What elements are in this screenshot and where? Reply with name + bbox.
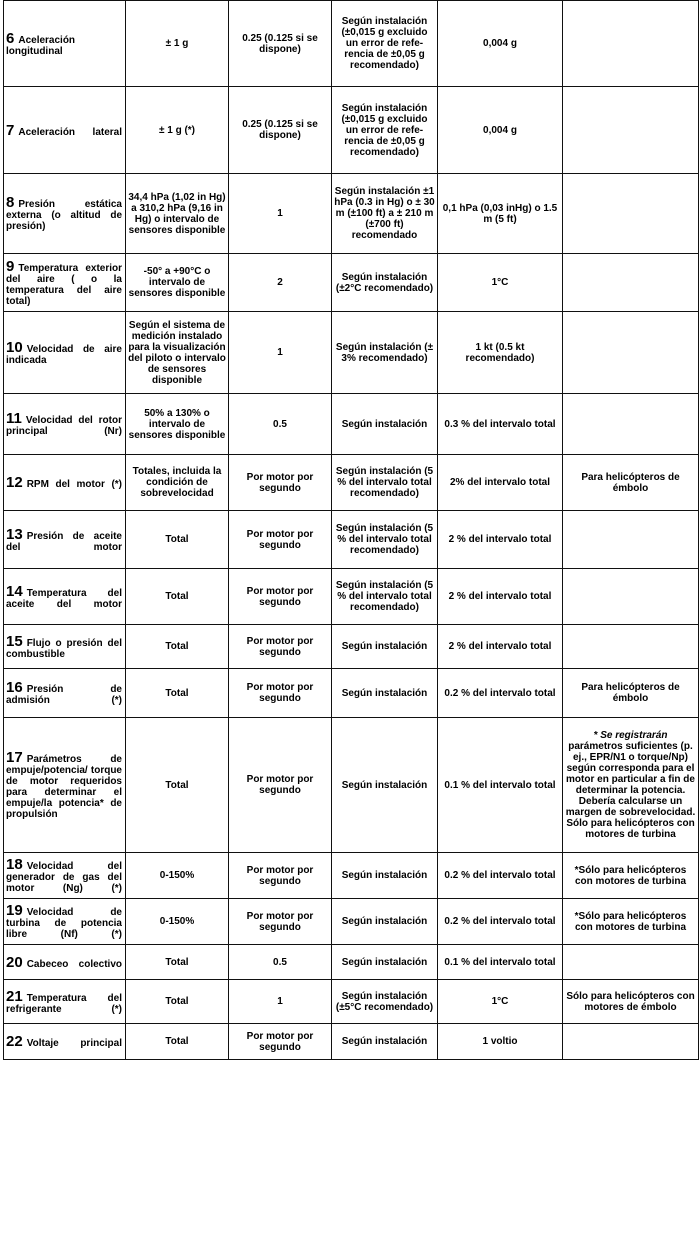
parameter-cell [4,625,126,669]
table-row [4,455,699,511]
range-cell: Totales, incluida la condición de sobrevelocidad [126,455,229,511]
parameter-name: Velocidad de aire indicada [6,343,122,366]
parameter-name: Velocidad del rotor principal (Nr) [6,415,122,437]
resolution-cell: 2 % del intervalo total [438,625,563,669]
remarks-text: Para helicópteros de émbolo [581,682,680,704]
accuracy-cell: Según instalación [332,669,438,718]
remarks-italic-text: * Se registrarán [593,730,668,741]
parameter-name: Cabeceo colectivo [26,958,122,970]
parameter-number: 18 [6,856,23,873]
table-row [4,87,699,174]
remarks-cell [563,87,699,174]
parameter-number: 13 [6,525,23,543]
accuracy-cell: Según instalación (± 3% recomendado) [332,312,438,394]
table-row [4,1,699,87]
table-row [4,569,699,625]
recording-interval-cell: 0.25 (0.125 si se dispone) [229,1,332,87]
resolution-cell: 0,004 g [438,1,563,87]
recording-interval-cell: 0.25 (0.125 si se dispone) [229,87,332,174]
range-cell: 0-150% [126,899,229,945]
resolution-cell: 1 voltio [438,1024,563,1060]
recording-interval-cell: 1 [229,174,332,254]
parameter-name: Presión de aceite del motor [6,530,122,553]
resolution-cell: 0.1 % del intervalo total [438,718,563,853]
accuracy-cell: Según instalación [332,394,438,455]
parameter-cell [4,899,126,945]
accuracy-cell: Según instalación (±2°C recomendado) [332,254,438,312]
range-cell: Total [126,669,229,718]
remarks-text: *Sólo para helicópteros con motores de turbina [574,864,687,887]
resolution-cell: 1°C [438,980,563,1024]
table-row [4,394,699,455]
resolution-cell: 0.3 % del intervalo total [438,394,563,455]
parameter-name: Voltaje principal [26,1038,122,1049]
accuracy-cell: Según instalación [332,1024,438,1060]
parameter-name: Presión de admisión (*) [6,684,122,706]
parameter-number: 21 [6,987,23,1005]
remarks-text: Sólo para helicópteros con motores de émbolo [566,990,695,1013]
range-cell: Total [126,511,229,569]
table-row [4,853,699,899]
parameter-number: 17 [6,749,23,766]
accuracy-cell: Según instalación (5 % del intervalo total recomendado) [332,511,438,569]
resolution-cell: 0,1 hPa (0,03 inHg) o 1.5 m (5 ft) [438,174,563,254]
parameter-table [3,0,699,1060]
parameter-name: Parámetros de empuje/potencia/ torque de motor requeridos para determinar el empuje/la potencia* de propulsión [6,754,122,820]
parameter-cell [4,1,126,87]
resolution-cell: 2% del intervalo total [438,455,563,511]
parameter-number: 10 [6,338,23,356]
parameter-number: 15 [6,632,23,650]
accuracy-cell: Según instalación [332,718,438,853]
recording-interval-cell: Por motor por segundo [229,718,332,853]
resolution-cell: 2 % del intervalo total [438,569,563,625]
parameter-name: Presión estática externa (o altitud de presión) [6,199,122,232]
parameter-name: Temperatura del aceite del motor [6,587,122,610]
remarks-text: *Sólo para helicópteros con motores de turbina [574,910,687,933]
resolution-cell: 2 % del intervalo total [438,511,563,569]
resolution-cell: 0.2 % del intervalo total [438,669,563,718]
range-cell: Total [126,625,229,669]
recording-interval-cell: Por motor por segundo [229,669,332,718]
parameter-cell [4,569,126,625]
resolution-cell: 1°C [438,254,563,312]
range-cell: ± 1 g (*) [126,87,229,174]
parameter-name: Flujo o presión del combustible [6,637,122,660]
recording-interval-cell: 0.5 [229,394,332,455]
recording-interval-cell: 0.5 [229,945,332,980]
table-row [4,254,699,312]
recording-interval-cell: Por motor por segundo [229,511,332,569]
accuracy-cell: Según instalación ±1 hPa (0.3 in Hg) o ± 30 m (±100 ft) a ± 210 m (±700 ft) recomendado [332,174,438,254]
remarks-cell [563,254,699,312]
recording-interval-cell: Por motor por segundo [229,455,332,511]
accuracy-cell: Según instalación [332,945,438,980]
parameter-number: 20 [6,953,23,971]
remarks-cell [563,669,699,718]
range-cell: 34,4 hPa (1,02 in Hg) a 310,2 hPa (9,16 in Hg) o intervalo de sensores disponible [126,174,229,254]
table-row [4,312,699,394]
recording-interval-cell: Por motor por segundo [229,1024,332,1060]
accuracy-cell: Según instalación [332,899,438,945]
table-row [4,174,699,254]
table-row [4,718,699,853]
range-cell: Según el sistema de medición instalado para la visualización del piloto o intervalo de sensores disponible [126,312,229,394]
remarks-cell [563,980,699,1024]
remarks-cell [563,1024,699,1060]
table-row [4,669,699,718]
remarks-cell [563,899,699,945]
range-cell: 0-150% [126,853,229,899]
remarks-cell [563,312,699,394]
parameter-table-page [3,0,698,1060]
remarks-cell [563,569,699,625]
parameter-cell [4,174,126,254]
remarks-continuation-text: parámetros suficientes (p. ej., EPR/N1 o torque/Np) según corresponda para el motor en particular a fin de determinar la potencia. Debería calcularse un margen de sobrevelocidad. Sólo para helicópteros con motores de turbina [565,741,696,840]
parameter-cell [4,853,126,899]
parameter-number: 14 [6,582,23,600]
recording-interval-cell: Por motor por segundo [229,569,332,625]
parameter-name: Aceleración longitudinal [6,34,76,57]
range-cell: Total [126,718,229,853]
table-row [4,1024,699,1060]
parameter-cell [4,312,126,394]
recording-interval-cell: 2 [229,254,332,312]
resolution-cell: 0,004 g [438,87,563,174]
parameter-number: 19 [6,902,23,919]
range-cell: ± 1 g [126,1,229,87]
parameter-name: Temperatura exterior del aire ( o la temperatura del aire total) [6,262,122,307]
remarks-cell [563,718,699,853]
table-row [4,625,699,669]
parameter-number: 16 [6,679,23,696]
recording-interval-cell: Por motor por segundo [229,625,332,669]
range-cell: Total [126,945,229,980]
remarks-cell [563,625,699,669]
parameter-cell [4,669,126,718]
table-row [4,899,699,945]
parameter-number: 7 [6,121,15,139]
parameter-name: RPM del motor (*) [26,479,122,490]
remarks-cell [563,511,699,569]
accuracy-cell: Según instalación (±5°C recomendado) [332,980,438,1024]
resolution-cell: 0.1 % del intervalo total [438,945,563,980]
parameter-cell [4,718,126,853]
parameter-cell [4,945,126,980]
parameter-name: Aceleración lateral [18,126,122,138]
accuracy-cell: Según instalación (±0,015 g excluido un error de refe- rencia de ±0,05 g recomendado) [332,1,438,87]
parameter-name: Temperatura del refrigerante (*) [6,992,122,1015]
range-cell: 50% a 130% o intervalo de sensores disponible [126,394,229,455]
accuracy-cell: Según instalación (5 % del intervalo total recomendado) [332,455,438,511]
remarks-text: Para helicópteros de émbolo [581,471,680,494]
remarks-cell [563,455,699,511]
table-row [4,945,699,980]
range-cell: Total [126,569,229,625]
recording-interval-cell: 1 [229,980,332,1024]
accuracy-cell: Según instalación [332,853,438,899]
parameter-name: Velocidad de turbina de potencia libre (Nf) (*) [6,907,122,940]
parameter-cell [4,455,126,511]
parameter-number: 11 [6,410,22,427]
range-cell: Total [126,1024,229,1060]
remarks-cell [563,945,699,980]
parameter-cell [4,87,126,174]
table-row [4,980,699,1024]
range-cell: -50° a +90°C o intervalo de sensores disponible [126,254,229,312]
remarks-cell [563,1,699,87]
parameter-cell [4,254,126,312]
accuracy-cell: Según instalación (5 % del intervalo total recomendado) [332,569,438,625]
parameter-table-body [4,1,699,1060]
resolution-cell: 1 kt (0.5 kt recomendado) [438,312,563,394]
parameter-number: 22 [6,1033,23,1050]
recording-interval-cell: 1 [229,312,332,394]
remarks-cell [563,853,699,899]
parameter-cell [4,394,126,455]
table-row [4,511,699,569]
parameter-number: 6 [6,29,15,47]
recording-interval-cell: Por motor por segundo [229,853,332,899]
parameter-cell [4,1024,126,1060]
parameter-cell [4,511,126,569]
parameter-name: Velocidad del generador de gas del motor (Ng) (*) [6,861,122,894]
recording-interval-cell: Por motor por segundo [229,899,332,945]
parameter-number: 12 [6,474,23,491]
accuracy-cell: Según instalación [332,625,438,669]
remarks-cell [563,394,699,455]
resolution-cell: 0.2 % del intervalo total [438,899,563,945]
accuracy-cell: Según instalación (±0,015 g excluido un error de refe- rencia de ±0,05 g recomendado) [332,87,438,174]
range-cell: Total [126,980,229,1024]
parameter-number: 8 [6,194,15,211]
parameter-cell [4,980,126,1024]
remarks-cell [563,174,699,254]
parameter-number: 9 [6,257,15,275]
resolution-cell: 0.2 % del intervalo total [438,853,563,899]
